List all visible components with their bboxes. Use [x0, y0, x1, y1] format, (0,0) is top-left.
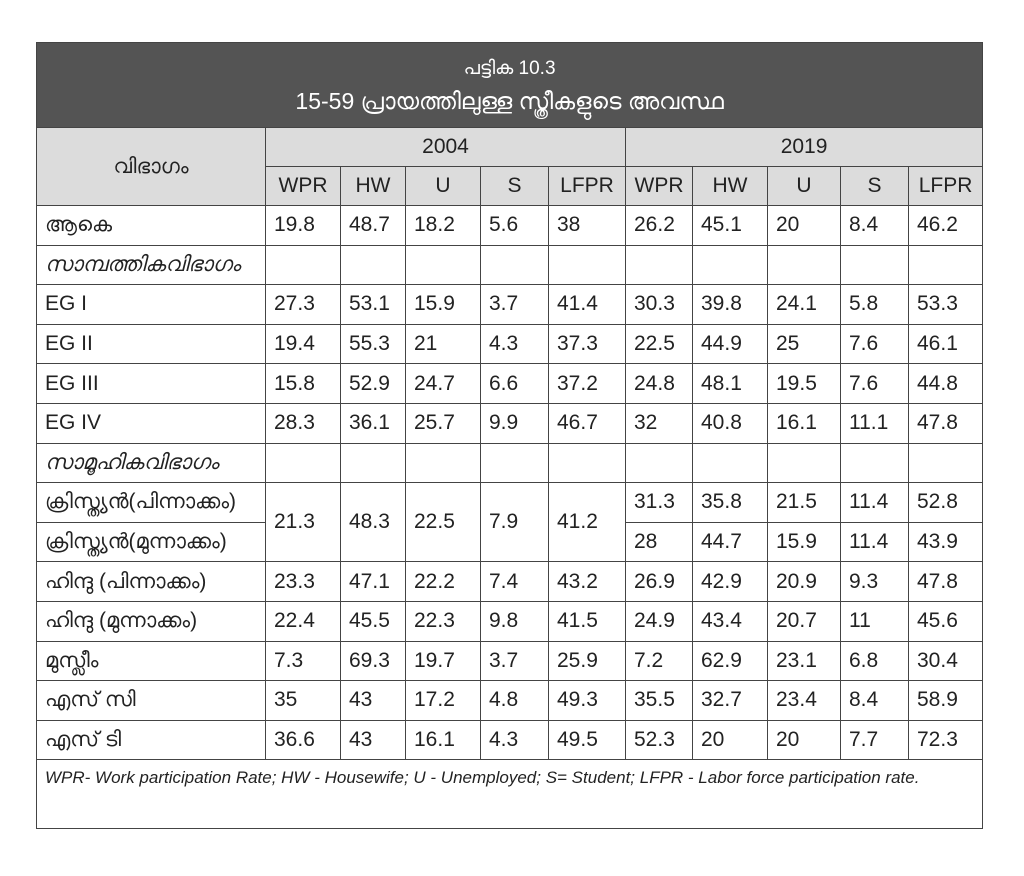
- value-cell: 26.9: [626, 562, 693, 602]
- value-cell: 16.1: [768, 403, 841, 443]
- footnote: WPR- Work participation Rate; HW - Housewife; U - Unemployed; S= Student; LFPR - Labor force participation rate.: [37, 760, 983, 829]
- value-cell: 31.3: [626, 483, 693, 523]
- value-cell: 4.3: [481, 720, 549, 760]
- value-cell: 44.9: [693, 324, 768, 364]
- value-cell: 48.7: [341, 206, 406, 246]
- value-cell: 17.2: [406, 681, 481, 721]
- empty-cell: [481, 245, 549, 285]
- value-cell: 20: [693, 720, 768, 760]
- value-cell: 15.8: [266, 364, 341, 404]
- row-label: EG I: [37, 285, 266, 325]
- value-cell: 43: [341, 720, 406, 760]
- value-cell: 23.3: [266, 562, 341, 602]
- value-cell: 4.8: [481, 681, 549, 721]
- value-cell: 18.2: [406, 206, 481, 246]
- value-cell: 9.9: [481, 403, 549, 443]
- value-cell: 44.8: [909, 364, 983, 404]
- value-cell: 19.5: [768, 364, 841, 404]
- value-cell: 24.8: [626, 364, 693, 404]
- value-cell: 20.7: [768, 601, 841, 641]
- value-cell: 23.4: [768, 681, 841, 721]
- empty-cell: [626, 443, 693, 483]
- value-cell: 48.1: [693, 364, 768, 404]
- value-cell: 52.8: [909, 483, 983, 523]
- value-cell: 7.6: [841, 324, 909, 364]
- value-cell: 21.5: [768, 483, 841, 523]
- value-cell: 58.9: [909, 681, 983, 721]
- empty-cell: [909, 443, 983, 483]
- value-cell: 35.8: [693, 483, 768, 523]
- value-cell: 45.1: [693, 206, 768, 246]
- value-cell: 43.4: [693, 601, 768, 641]
- value-cell: 38: [549, 206, 626, 246]
- empty-cell: [693, 245, 768, 285]
- value-cell: 35.5: [626, 681, 693, 721]
- empty-cell: [768, 245, 841, 285]
- column-header-s: S: [481, 167, 549, 206]
- value-cell: 22.5: [406, 483, 481, 562]
- table-row: [37, 641, 983, 681]
- row-label: എസ് സി: [37, 681, 266, 721]
- value-cell: 8.4: [841, 681, 909, 721]
- value-cell: 5.8: [841, 285, 909, 325]
- value-cell: 69.3: [341, 641, 406, 681]
- value-cell: 11.4: [841, 522, 909, 562]
- value-cell: 28: [626, 522, 693, 562]
- empty-cell: [549, 443, 626, 483]
- value-cell: 41.2: [549, 483, 626, 562]
- year-header-2004: 2004: [266, 128, 626, 167]
- value-cell: 5.6: [481, 206, 549, 246]
- column-header-lfpr: LFPR: [909, 167, 983, 206]
- value-cell: 22.4: [266, 601, 341, 641]
- value-cell: 9.3: [841, 562, 909, 602]
- value-cell: 52.9: [341, 364, 406, 404]
- value-cell: 7.9: [481, 483, 549, 562]
- table-number: പട്ടിക 10.3: [463, 58, 556, 79]
- value-cell: 37.2: [549, 364, 626, 404]
- value-cell: 26.2: [626, 206, 693, 246]
- empty-cell: [768, 443, 841, 483]
- empty-cell: [266, 443, 341, 483]
- value-cell: 24.9: [626, 601, 693, 641]
- value-cell: 9.8: [481, 601, 549, 641]
- value-cell: 7.6: [841, 364, 909, 404]
- value-cell: 36.1: [341, 403, 406, 443]
- value-cell: 47.8: [909, 403, 983, 443]
- value-cell: 22.3: [406, 601, 481, 641]
- value-cell: 6.6: [481, 364, 549, 404]
- row-label: ക്രിസ്ത്യൻ(മുന്നാക്കം): [37, 522, 266, 562]
- value-cell: 15.9: [406, 285, 481, 325]
- empty-cell: [693, 443, 768, 483]
- value-cell: 11.1: [841, 403, 909, 443]
- column-header-u: U: [406, 167, 481, 206]
- value-cell: 3.7: [481, 285, 549, 325]
- empty-cell: [909, 245, 983, 285]
- empty-cell: [341, 443, 406, 483]
- value-cell: 46.7: [549, 403, 626, 443]
- row-label: എസ് ടി: [37, 720, 266, 760]
- empty-cell: [626, 245, 693, 285]
- empty-cell: [481, 443, 549, 483]
- row-label: EG IV: [37, 403, 266, 443]
- value-cell: 43.9: [909, 522, 983, 562]
- value-cell: 43: [341, 681, 406, 721]
- column-header-hw: HW: [693, 167, 768, 206]
- row-label: മുസ്ലീം: [37, 641, 266, 681]
- value-cell: 28.3: [266, 403, 341, 443]
- empty-cell: [341, 245, 406, 285]
- value-cell: 41.4: [549, 285, 626, 325]
- value-cell: 44.7: [693, 522, 768, 562]
- value-cell: 19.8: [266, 206, 341, 246]
- value-cell: 19.4: [266, 324, 341, 364]
- table-row: [37, 681, 983, 721]
- table-row: [37, 285, 983, 325]
- value-cell: 7.7: [841, 720, 909, 760]
- column-header-wpr: WPR: [626, 167, 693, 206]
- value-cell: 3.7: [481, 641, 549, 681]
- value-cell: 11: [841, 601, 909, 641]
- value-cell: 19.7: [406, 641, 481, 681]
- value-cell: 15.9: [768, 522, 841, 562]
- table-row: [37, 562, 983, 602]
- table-row: [37, 720, 983, 760]
- value-cell: 30.4: [909, 641, 983, 681]
- value-cell: 36.6: [266, 720, 341, 760]
- value-cell: 4.3: [481, 324, 549, 364]
- value-cell: 7.3: [266, 641, 341, 681]
- value-cell: 45.5: [341, 601, 406, 641]
- value-cell: 52.3: [626, 720, 693, 760]
- table-row: [37, 403, 983, 443]
- value-cell: 46.2: [909, 206, 983, 246]
- value-cell: 37.3: [549, 324, 626, 364]
- row-label: EG III: [37, 364, 266, 404]
- row-label: ആകെ: [37, 206, 266, 246]
- value-cell: 20.9: [768, 562, 841, 602]
- column-header-lfpr: LFPR: [549, 167, 626, 206]
- table-title: [37, 43, 983, 128]
- value-cell: 20: [768, 206, 841, 246]
- value-cell: 30.3: [626, 285, 693, 325]
- empty-cell: [406, 245, 481, 285]
- section-label: സാമ്പത്തികവിഭാഗം: [37, 245, 266, 285]
- value-cell: 6.8: [841, 641, 909, 681]
- row-label: ഹിന്ദു (പിന്നാക്കം): [37, 562, 266, 602]
- value-cell: 40.8: [693, 403, 768, 443]
- value-cell: 53.1: [341, 285, 406, 325]
- column-header-u: U: [768, 167, 841, 206]
- value-cell: 53.3: [909, 285, 983, 325]
- row-label: ക്രിസ്ത്യൻ(പിന്നാക്കം): [37, 483, 266, 523]
- value-cell: 45.6: [909, 601, 983, 641]
- empty-cell: [841, 443, 909, 483]
- value-cell: 20: [768, 720, 841, 760]
- table-row: [37, 206, 983, 246]
- data-table: [36, 42, 983, 829]
- table-heading: 15-59 പ്രായത്തിലുള്ള സ്ത്രീകളുടെ അവസ്ഥ: [295, 88, 724, 114]
- section-row: [37, 245, 983, 285]
- category-header: വിഭാഗം: [37, 128, 266, 206]
- value-cell: 21: [406, 324, 481, 364]
- value-cell: 11.4: [841, 483, 909, 523]
- value-cell: 21.3: [266, 483, 341, 562]
- empty-cell: [841, 245, 909, 285]
- column-header-hw: HW: [341, 167, 406, 206]
- value-cell: 32.7: [693, 681, 768, 721]
- row-label: EG II: [37, 324, 266, 364]
- value-cell: 24.1: [768, 285, 841, 325]
- value-cell: 35: [266, 681, 341, 721]
- value-cell: 72.3: [909, 720, 983, 760]
- table-row: [37, 324, 983, 364]
- value-cell: 8.4: [841, 206, 909, 246]
- value-cell: 62.9: [693, 641, 768, 681]
- value-cell: 32: [626, 403, 693, 443]
- table-row: [37, 364, 983, 404]
- value-cell: 49.5: [549, 720, 626, 760]
- column-header-s: S: [841, 167, 909, 206]
- value-cell: 25.9: [549, 641, 626, 681]
- value-cell: 39.8: [693, 285, 768, 325]
- value-cell: 25.7: [406, 403, 481, 443]
- value-cell: 25: [768, 324, 841, 364]
- row-label: ഹിന്ദു (മുന്നാക്കം): [37, 601, 266, 641]
- section-row: [37, 443, 983, 483]
- value-cell: 27.3: [266, 285, 341, 325]
- empty-cell: [266, 245, 341, 285]
- table-row: [37, 483, 983, 523]
- table-row: [37, 601, 983, 641]
- value-cell: 24.7: [406, 364, 481, 404]
- value-cell: 7.4: [481, 562, 549, 602]
- value-cell: 55.3: [341, 324, 406, 364]
- value-cell: 48.3: [341, 483, 406, 562]
- value-cell: 16.1: [406, 720, 481, 760]
- value-cell: 47.1: [341, 562, 406, 602]
- value-cell: 41.5: [549, 601, 626, 641]
- value-cell: 22.5: [626, 324, 693, 364]
- section-label: സാമൂഹികവിഭാഗം: [37, 443, 266, 483]
- empty-cell: [406, 443, 481, 483]
- value-cell: 49.3: [549, 681, 626, 721]
- value-cell: 46.1: [909, 324, 983, 364]
- value-cell: 23.1: [768, 641, 841, 681]
- value-cell: 43.2: [549, 562, 626, 602]
- column-header-wpr: WPR: [266, 167, 341, 206]
- year-header-2019: 2019: [626, 128, 983, 167]
- value-cell: 22.2: [406, 562, 481, 602]
- value-cell: 7.2: [626, 641, 693, 681]
- value-cell: 42.9: [693, 562, 768, 602]
- empty-cell: [549, 245, 626, 285]
- value-cell: 47.8: [909, 562, 983, 602]
